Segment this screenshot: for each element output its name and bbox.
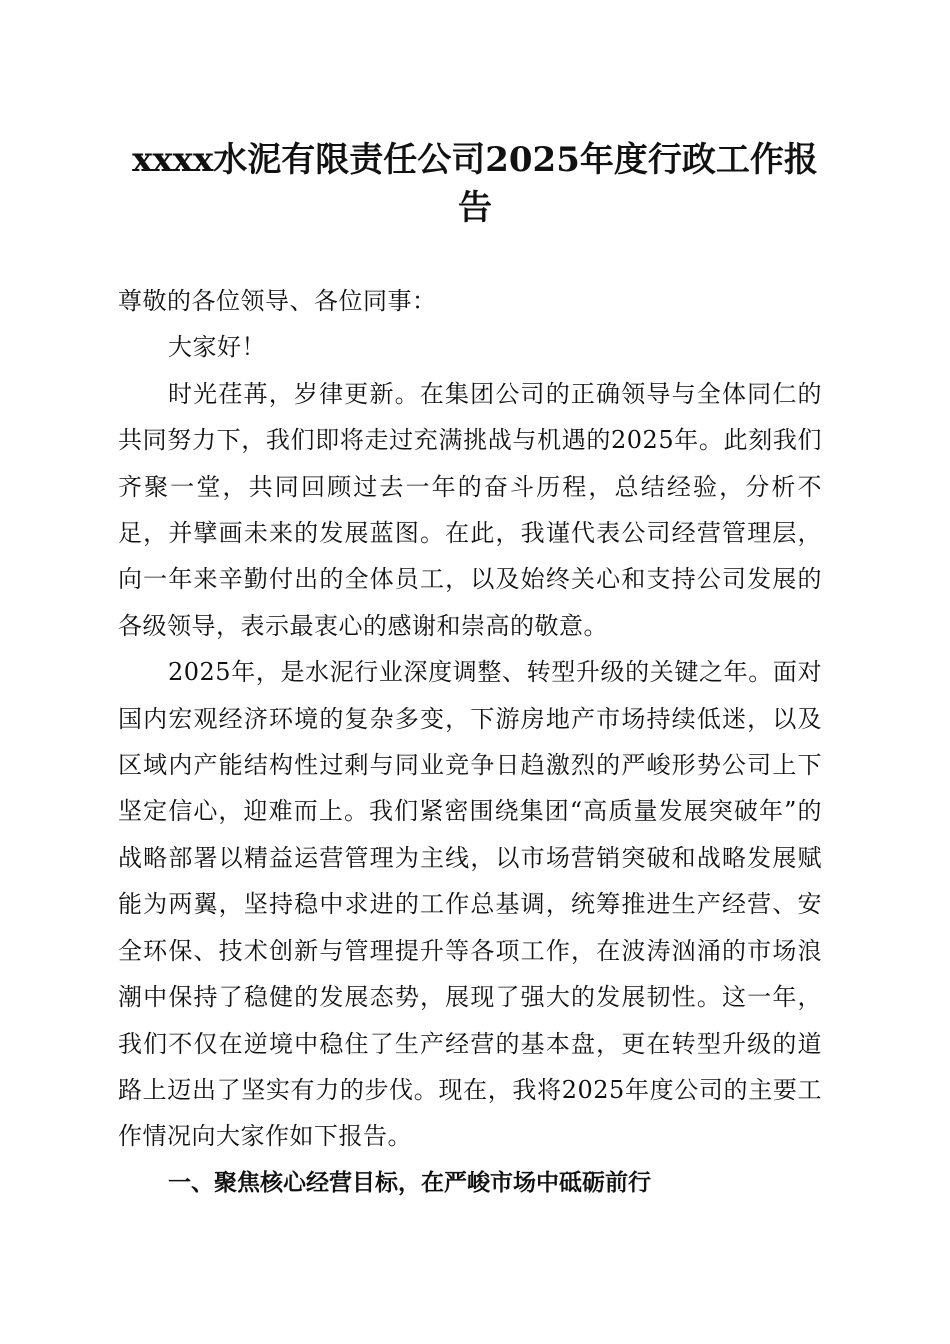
paragraph-intro: 时光荏苒，岁律更新。在集团公司的正确领导与全体同仁的共同努力下，我们即将走过充满挑战与机遇的2025年。此刻我们齐聚一堂，共同回顾过去一年的奋斗历程，总结经验，分析不足，并擘画未来的发展蓝图。在此，我谨代表公司经营管理层，向一年来辛勤付出的全体员工，以及始终关心和支持公司发展的各级领导，表示最衷心的感谢和崇高的敬意。 (118, 379, 822, 640)
section-heading: 一、聚焦核心经营目标，在严峻市场中砥砺前行 (168, 1169, 651, 1196)
document-title: xxxx水泥有限责任公司2025年度行政工作报告 (132, 140, 818, 228)
greeting: 大家好！ (168, 333, 266, 362)
document-body (118, 278, 822, 1206)
salutation: 尊敬的各位领导、各位同事： (118, 287, 437, 315)
paragraph-overview: 2025年，是水泥行业深度调整、转型升级的关键之年。面对国内宏观经济环境的复杂多变，下游房地产市场持续低迷，以及区域内产能结构性过剩与同业竞争日趋激烈的严峻形势公司上下坚定信心，迎难而上。我们紧密围绕集团“高质量发展突破年”的战略部署以精益运营管理为主线，以市场营销突破和战略发展赋能为两翼，坚持稳中求进的工作总基调，统筹推进生产经营、安全环保、技术创新与管理提升等各项工作，在波涛汹涌的市场浪潮中保持了稳健的发展态势，展现了强大的发展韧性。这一年，我们不仅在逆境中稳住了生产经营的基本盘，更在转型升级的道路上迈出了坚实有力的步伐。现在，我将2025年度公司的主要工作情况向大家作如下报告。 (118, 658, 822, 1151)
